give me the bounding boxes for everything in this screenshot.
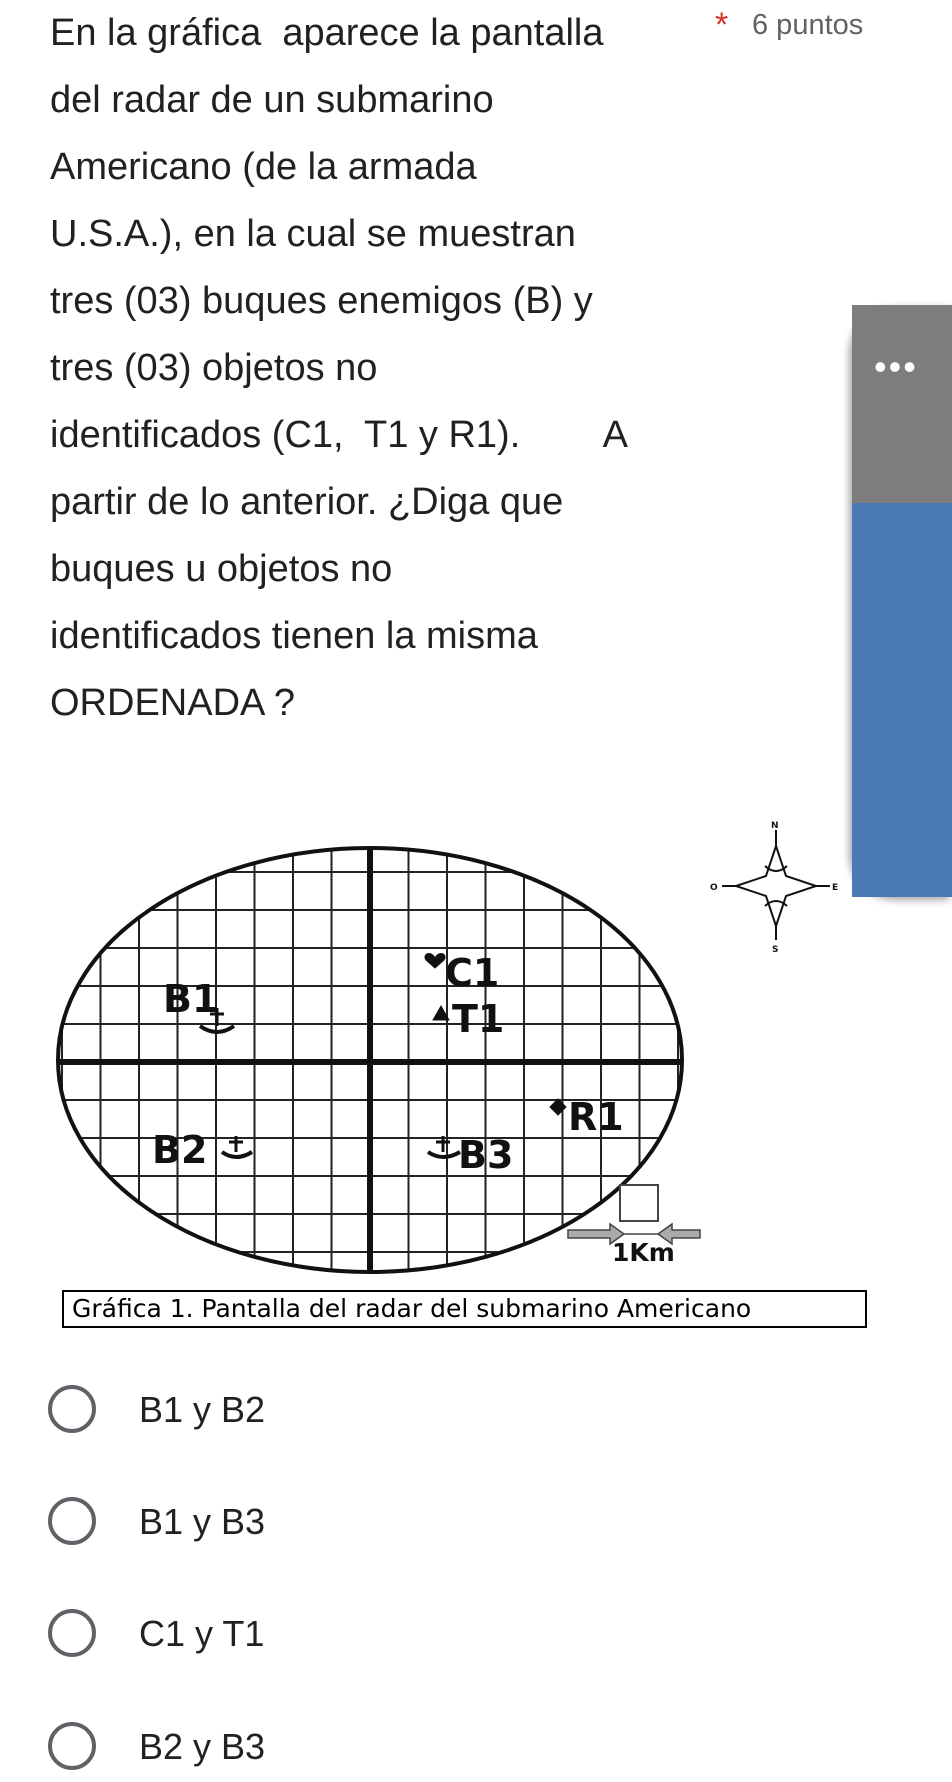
label-b1: B1 [163,977,219,1021]
label-b3: B3 [458,1133,514,1177]
radio-button[interactable] [48,1385,96,1433]
required-asterisk: * [715,6,729,44]
radio-button[interactable] [48,1497,96,1545]
option-4[interactable] [48,1722,548,1782]
ship-icon-b2 [222,1136,252,1157]
ship-icon-b3 [428,1136,460,1157]
diamond-marker-r1 [550,1099,566,1115]
option-2[interactable] [48,1497,548,1557]
compass-south: S [772,945,779,955]
label-r1: R1 [568,1095,624,1139]
option-label: C1 y T1 [139,1613,265,1654]
heart-marker-c1 [425,954,445,968]
option-3[interactable] [48,1609,548,1669]
option-label: B2 y B3 [139,1726,266,1767]
points-label: 6 puntos [752,9,864,41]
radar-figure [40,790,890,1350]
label-c1: C1 [445,951,500,995]
option-1[interactable] [48,1385,548,1445]
label-t1: T1 [452,997,505,1041]
more-horizontal-icon[interactable]: ••• [874,346,918,387]
radio-button[interactable] [48,1722,96,1770]
question-text: En la gráfica aparece la pantalla del radar de un submarino Americano (de la armada U.S.A.), en la cual se muestran tres (03) buques enemigos (B) y tres (03) objetos no identificados (C1, T1 y R1). A partir de lo anterior. ¿Diga que buques u objetos no identificados tienen la misma ORDENADA ? [50,12,628,724]
radio-button[interactable] [48,1609,96,1657]
figure-caption: Gráfica 1. Pantalla del radar del submarino Americano [62,1290,867,1328]
label-b2: B2 [152,1128,208,1172]
radar-svg [40,790,890,1290]
option-label: B1 y B3 [139,1501,266,1542]
option-label: B1 y B2 [139,1389,266,1430]
compass-north: N [771,821,779,831]
read-aloud-icon[interactable]: ♪)) [870,1012,922,1061]
compass-icon [710,821,838,955]
compass-east: E [832,883,839,893]
compass-west: O [710,883,718,893]
side-panel-menu[interactable] [852,305,952,503]
scale-label: 1Km [612,1238,675,1267]
scale-indicator [568,1185,700,1267]
